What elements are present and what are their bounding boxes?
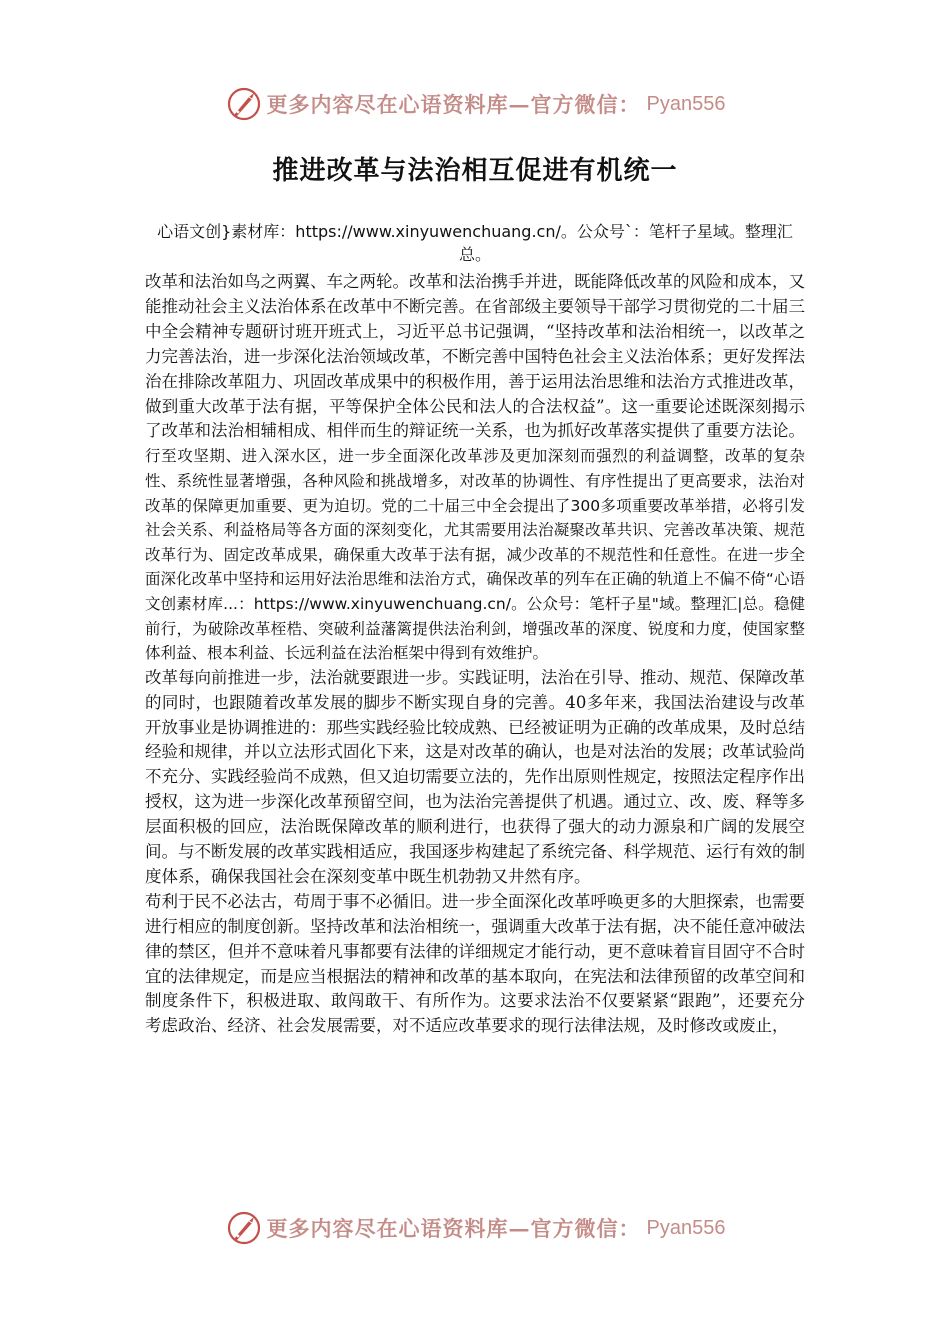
header-banner[interactable] (0, 84, 950, 124)
pen-nib-logo-icon (225, 1209, 263, 1247)
banner-text: 更多内容尽在心语资料库—官方微信： (266, 92, 641, 117)
article-body (145, 270, 805, 1039)
banner-wechat-id[interactable]: Pyan556 (646, 92, 726, 115)
source-line: 心语文创}素材库：https://www.xinyuwenchuang.cn/。公众号`：笔杆子星域。整理汇总。 (157, 222, 793, 264)
banner-wechat-id[interactable]: Pyan556 (646, 1216, 726, 1239)
footer-banner[interactable] (0, 1208, 950, 1248)
paragraph: 苟利于民不必法古，苟周于事不必循旧。进一步全面深化改革呼唤更多的大胆探索，也需要进行相应的制度创新。坚持改革和法治相统一，强调重大改革于法有据，决不能任意冲破法律的禁区，但并不意味着凡事都要有法律的详细规定才能行动，更不意味着盲目固守不合时宜的法律规定，而是应当根据法的精神和改革的基本取向，在宪法和法律预留的改革空间和制度条件下，积极进取、敢闯敢干、有所作为。这要求法治不仅要紧紧“跟跑”，还要充分考虑政治、经济、社会发展需要，对不适应改革要求的现行法律法规，及时修改或废止， (145, 891, 805, 1036)
banner-text: 更多内容尽在心语资料库—官方微信： (266, 1216, 641, 1241)
paragraph: 改革每向前推进一步，法治就要跟进一步。实践证明，法治在引导、推动、规范、保障改革的同时，也跟随着改革发展的脚步不断实现自身的完善。40多年来，我国法治建设与改革开放事业是协调推进的：那些实践经验比较成熟、已经被证明为正确的改革成果，及时总结经验和规律，并以立法形式固化下来，这是对改革的确认，也是对法治的发展；改革试验尚不充分、实践经验尚不成熟，但又迫切需要立法的，先作出原则性规定，按照法定程序作出授权，这为进一步深化改革预留空间，也为法治完善提供了机遇。通过立、改、废、释等多层面积极的回应，法治既保障改革的顺利进行，也获得了强大的动力源泉和广阔的发展空间。与不断发展的改革实践相适应，我国逐步构建起了系统完备、科学规范、运行有效的制度体系，确保我国社会在深刻变革中既生机勃勃又井然有序。 (145, 667, 805, 886)
pen-nib-logo-icon (225, 85, 263, 123)
paragraph: 行至攻坚期、进入深水区，进一步全面深化改革涉及更加深刻而强烈的利益调整，改革的复杂性、系统性显著增强，各种风险和挑战增多，对改革的协调性、有序性提出了更高要求，法治对改革的保障更加重要、更为迫切。党的二十届三中全会提出了300多项重要改革举措，必将引发社会关系、利益格局等各方面的深刻变化，尤其需要用法治凝聚改革共识、完善改革决策、规范改革行为、固定改革成果，确保重大改革于法有据，减少改革的不规范性和任意性。在进一步全面深化改革中坚持和运用好法治思维和法治方式，确保改革的列车在正确的轨道上不偏不倚“心语文创素材库...：https://www.xinyuwenchuang.cn/。公众号：笔杆子星"域。整理汇|总。稳健前行，为破除改革桎梏、突破利益藩篱提供法治利剑，增强改革的深度、锐度和力度，使国家整体利益、根本利益、长远利益在法治框架中得到有效维护。 (145, 447, 805, 663)
document-title: 推进改革与法治相互促进有机统一 (272, 156, 678, 186)
paragraph: 改革和法治如鸟之两翼、车之两轮。改革和法治携手并进，既能降低改革的风险和成本，又能推动社会主义法治体系在改革中不断完善。在省部级主要领导干部学习贯彻党的二十届三中全会精神专题研讨班开班式上，习近平总书记强调，“坚持改革和法治相统一，以改革之力完善法治，进一步深化法治领域改革，不断完善中国特色社会主义法治体系；更好发挥法治在排除改革阻力、巩固改革成果中的积极作用，善于运用法治思维和法治方式推进改革，做到重大改革于法有据，平等保护全体公民和法人的合法权益”。这一重要论述既深刻揭示了改革和法治相辅相成、相伴而生的辩证统一关系，也为抓好改革落实提供了重要方法论。 (145, 272, 805, 441)
